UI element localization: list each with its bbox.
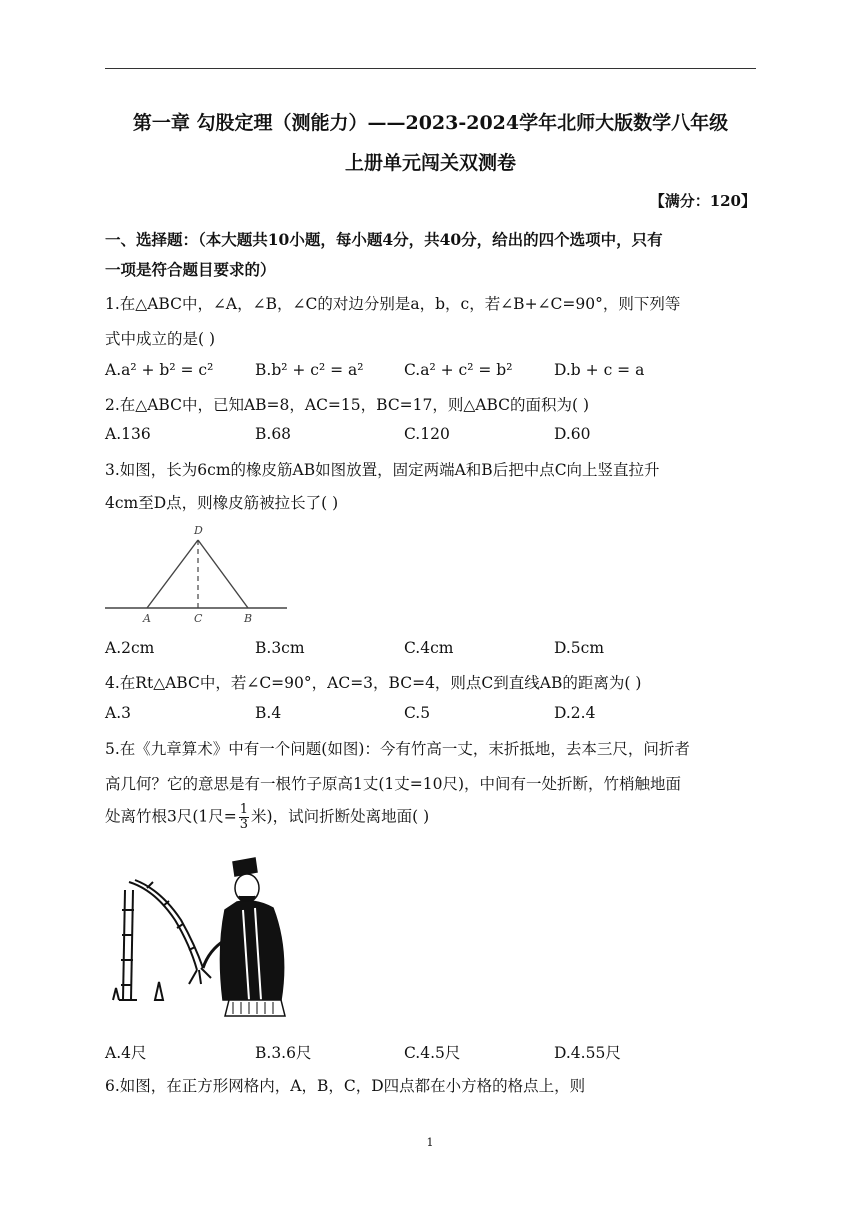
q4-option-d: D.2.4 [554,704,596,722]
q5-option-a: A.4尺 [105,1044,147,1062]
q2-option-d: D.60 [554,425,591,443]
q1-stem-1: 1.在△ABC中，∠A，∠B，∠C的对边分别是a，b，c，若∠B+∠C=90°，则下列等 [105,295,681,313]
q5-stem-2: 高几何？它的意思是有一根竹子原高1丈(1丈=10尺)，中间有一处折断，竹梢触地面 [105,775,682,793]
q5-stem-3a: 处离竹根3尺(1尺= [105,807,237,826]
q3-figure [105,520,290,625]
q5-stem-3 [105,803,429,832]
q5-option-b: B.3.6尺 [255,1044,312,1062]
section-heading-2: 一项是符合题目要求的） [105,260,276,279]
q3-stem-1: 3.如图，长为6cm的橡皮筋AB如图放置，固定两端A和B后把中点C向上竖直拉升 [105,461,660,479]
q1-option-b: B.b² + c² = a² [255,361,364,379]
title-line-1: 第一章 勾股定理（测能力）——2023-2024学年北师大版数学八年级 [132,112,729,134]
q1-option-d: D.b + c = a [554,361,645,379]
label-c: C [194,612,203,625]
fraction-numerator: 1 [239,802,249,817]
q1-stem-2: 式中成立的是( ) [105,330,216,348]
section-heading-1: 一、选择题：（本大题共10小题，每小题4分，共40分，给出的四个选项中，只有 [105,230,663,249]
fraction-denominator: 3 [239,817,249,832]
q4-option-a: A.3 [105,704,131,722]
q3-option-c: C.4cm [404,639,454,657]
q6-stem: 6.如图，在正方形网格内，A，B，C，D四点都在小方格的格点上，则 [105,1077,586,1095]
bamboo-scholar-illustration [105,850,295,1025]
header-rule [105,68,756,69]
q1-option-a: A.a² + b² = c² [105,361,214,379]
title-line-2: 上册单元闯关双测卷 [344,152,516,174]
q2-option-a: A.136 [105,425,151,443]
q2-stem: 2.在△ABC中，已知AB=8，AC=15，BC=17，则△ABC的面积为( ) [105,396,590,414]
q3-stem-2: 4cm至D点，则橡皮筋被拉长了( ) [105,494,339,512]
label-a: A [143,612,151,625]
q3-option-b: B.3cm [255,639,305,657]
fraction-one-third [239,803,249,832]
q2-option-c: C.120 [404,425,450,443]
q4-option-b: B.4 [255,704,282,722]
q4-stem: 4.在Rt△ABC中，若∠C=90°，AC=3，BC=4，则点C到直线AB的距离为( ) [105,674,642,692]
q5-option-d: D.4.55尺 [554,1044,621,1062]
label-b: B [244,612,253,625]
segment-db [198,540,248,608]
full-score: 【满分：120】 [649,192,756,210]
page-number: 1 [426,1136,434,1149]
q3-option-d: D.5cm [554,639,605,657]
q1-option-c: C.a² + c² = b² [404,361,513,379]
label-d: D [194,524,203,537]
q5-stem-3b: 米)，试问折断处离地面( ) [251,807,430,826]
q5-option-c: C.4.5尺 [404,1044,461,1062]
q3-option-a: A.2cm [105,639,155,657]
q4-option-c: C.5 [404,704,431,722]
segment-ad [147,540,198,608]
q5-stem-1: 5.在《九章算术》中有一个问题(如图)：今有竹高一丈，末折抵地，去本三尺，问折者 [105,740,690,758]
q2-option-b: B.68 [255,425,292,443]
